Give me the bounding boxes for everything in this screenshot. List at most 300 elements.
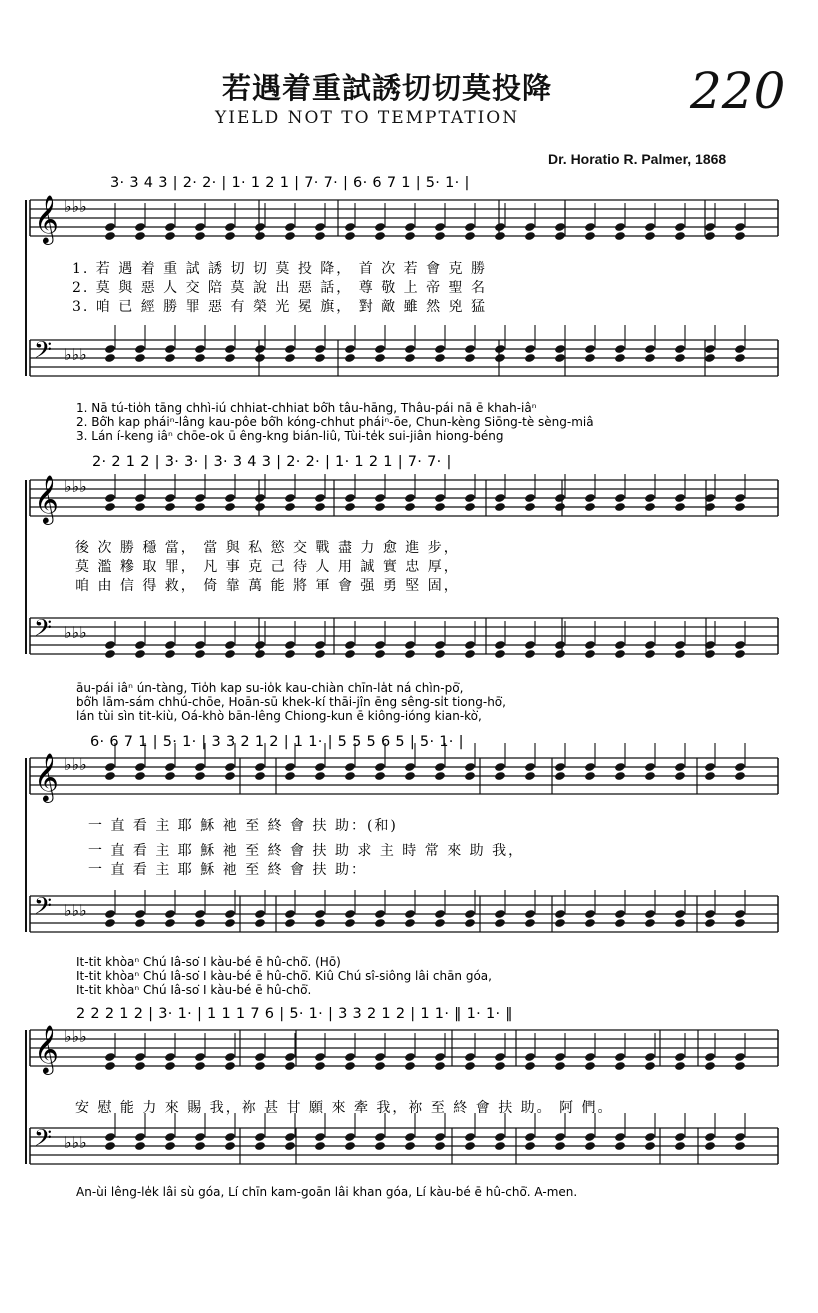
note-head xyxy=(194,771,206,781)
note-head xyxy=(644,649,656,659)
note-head xyxy=(494,493,506,503)
note-head xyxy=(674,918,686,928)
note-head xyxy=(734,231,746,241)
note-head xyxy=(104,909,116,919)
note-head xyxy=(524,1061,536,1071)
note-head xyxy=(224,1132,236,1142)
note-head xyxy=(674,649,686,659)
lyrics-cn-s2-v3: 咱 由 信 得 救， 倚 靠 萬 能 將 軍 會 强 勇 堅 固， xyxy=(75,578,460,594)
note-head xyxy=(464,918,476,928)
lyrics-cn-s2-v2: 莫 濫 糝 取 罪， 凡 事 克 己 待 人 用 誠 實 忠 厚， xyxy=(75,559,460,575)
note-head xyxy=(494,771,506,781)
note-head xyxy=(614,649,626,659)
note-head xyxy=(584,1132,596,1142)
note-head xyxy=(344,640,356,650)
note-head xyxy=(284,1052,296,1062)
note-head xyxy=(104,918,116,928)
note-head xyxy=(224,1052,236,1062)
note-head xyxy=(554,353,566,363)
note-head xyxy=(314,909,326,919)
note-head xyxy=(434,353,446,363)
note-head xyxy=(374,771,386,781)
note-head xyxy=(494,1141,506,1151)
note-head xyxy=(644,493,656,503)
note-head xyxy=(134,771,146,781)
note-head xyxy=(194,222,206,232)
note-head xyxy=(734,353,746,363)
note-head xyxy=(134,493,146,503)
note-head xyxy=(644,344,656,354)
note-head xyxy=(134,1061,146,1071)
note-head xyxy=(554,493,566,503)
note-head xyxy=(614,502,626,512)
note-head xyxy=(224,493,236,503)
note-head xyxy=(524,1052,536,1062)
note-head xyxy=(104,344,116,354)
note-head xyxy=(254,1061,266,1071)
note-head xyxy=(644,222,656,232)
note-head xyxy=(284,493,296,503)
note-head xyxy=(614,1052,626,1062)
note-head xyxy=(284,762,296,772)
note-head xyxy=(674,502,686,512)
note-head xyxy=(314,1061,326,1071)
note-head xyxy=(344,649,356,659)
note-head xyxy=(254,649,266,659)
note-head xyxy=(344,771,356,781)
note-head xyxy=(194,502,206,512)
note-head xyxy=(404,353,416,363)
note-head xyxy=(644,771,656,781)
note-head xyxy=(104,222,116,232)
note-head xyxy=(194,1132,206,1142)
note-head xyxy=(434,909,446,919)
lyrics-rom-s2-v2: bô͘h lām-sám chhú-chōe, Hoān-sū khek-kí thāi-jîn ēng sêng-si̍t tiong-hō͘, xyxy=(76,695,506,709)
lyrics-cn-s3-v1: 一 直 看 主 耶 穌 祂 至 終 會 扶 助：(和) xyxy=(88,818,398,834)
note-head xyxy=(734,493,746,503)
note-head xyxy=(734,344,746,354)
note-head xyxy=(614,344,626,354)
note-head xyxy=(434,762,446,772)
note-head xyxy=(314,493,326,503)
note-head xyxy=(614,1132,626,1142)
note-head xyxy=(404,909,416,919)
note-head xyxy=(314,502,326,512)
key-signature-flats: ♭♭♭ xyxy=(64,1027,87,1046)
note-head xyxy=(554,1141,566,1151)
note-head xyxy=(554,1061,566,1071)
note-head xyxy=(644,640,656,650)
note-head xyxy=(434,493,446,503)
note-head xyxy=(734,771,746,781)
key-signature-flats: ♭♭♭ xyxy=(64,345,87,364)
note-head xyxy=(134,1132,146,1142)
note-head xyxy=(464,640,476,650)
note-head xyxy=(584,502,596,512)
note-head xyxy=(584,909,596,919)
note-head xyxy=(344,1061,356,1071)
note-head xyxy=(374,222,386,232)
note-head xyxy=(734,1141,746,1151)
note-head xyxy=(374,1061,386,1071)
lyrics-cn-s4-v1: 安 慰 能 力 來 賜 我，祢 甚 甘 願 來 牽 我，祢 至 終 會 扶 助。 阿 們。 xyxy=(75,1100,614,1116)
note-head xyxy=(284,222,296,232)
note-head xyxy=(224,1061,236,1071)
note-head xyxy=(194,918,206,928)
note-head xyxy=(734,762,746,772)
note-head xyxy=(524,640,536,650)
note-head xyxy=(254,918,266,928)
note-head xyxy=(134,640,146,650)
note-head xyxy=(614,909,626,919)
note-head xyxy=(494,762,506,772)
note-head xyxy=(524,222,536,232)
note-head xyxy=(674,353,686,363)
note-head xyxy=(104,649,116,659)
note-head xyxy=(464,1061,476,1071)
note-head xyxy=(614,1141,626,1151)
note-head xyxy=(554,502,566,512)
note-head xyxy=(104,1052,116,1062)
note-head xyxy=(194,649,206,659)
note-head xyxy=(344,918,356,928)
lyrics-cn-s1-v3: 3. 咱 已 經 勝 罪 惡 有 榮 光 冕 旗， 對 敵 雖 然 兇 猛 xyxy=(72,299,488,315)
note-head xyxy=(704,1141,716,1151)
note-head xyxy=(404,771,416,781)
lyrics-cn-s3-v3: 一 直 看 主 耶 穌 祂 至 終 會 扶 助： xyxy=(88,862,367,878)
note-head xyxy=(674,1141,686,1151)
note-head xyxy=(674,493,686,503)
note-head xyxy=(164,909,176,919)
note-head xyxy=(224,649,236,659)
bass-clef-icon: 𝄢 xyxy=(34,1124,53,1157)
note-head xyxy=(104,493,116,503)
note-head xyxy=(524,353,536,363)
note-head xyxy=(464,1132,476,1142)
note-head xyxy=(704,1132,716,1142)
note-head xyxy=(224,909,236,919)
note-head xyxy=(134,231,146,241)
note-head xyxy=(314,353,326,363)
note-head xyxy=(554,344,566,354)
note-head xyxy=(404,1141,416,1151)
note-head xyxy=(584,353,596,363)
note-head xyxy=(104,353,116,363)
note-head xyxy=(254,771,266,781)
note-head xyxy=(314,231,326,241)
note-head xyxy=(194,640,206,650)
note-head xyxy=(704,1061,716,1071)
note-head xyxy=(464,762,476,772)
note-head xyxy=(464,353,476,363)
lyrics-cn-s3-v2: 一 直 看 主 耶 穌 祂 至 終 會 扶 助 求 主 時 常 來 助 我， xyxy=(88,843,525,859)
note-head xyxy=(254,1052,266,1062)
note-head xyxy=(194,344,206,354)
note-head xyxy=(194,1061,206,1071)
note-head xyxy=(464,344,476,354)
note-head xyxy=(314,640,326,650)
note-head xyxy=(314,762,326,772)
note-head xyxy=(584,1141,596,1151)
note-head xyxy=(254,231,266,241)
note-head xyxy=(404,640,416,650)
note-head xyxy=(644,353,656,363)
note-head xyxy=(374,918,386,928)
note-head xyxy=(374,502,386,512)
note-head xyxy=(404,231,416,241)
note-head xyxy=(254,222,266,232)
note-head xyxy=(584,1061,596,1071)
note-head xyxy=(344,1132,356,1142)
note-head xyxy=(554,649,566,659)
note-head xyxy=(344,762,356,772)
note-head xyxy=(194,493,206,503)
note-head xyxy=(284,353,296,363)
note-head xyxy=(584,493,596,503)
note-head xyxy=(674,222,686,232)
note-head xyxy=(674,1132,686,1142)
note-head xyxy=(224,771,236,781)
note-head xyxy=(374,493,386,503)
note-head xyxy=(254,353,266,363)
note-head xyxy=(404,222,416,232)
note-head xyxy=(164,1132,176,1142)
note-head xyxy=(524,493,536,503)
note-head xyxy=(254,909,266,919)
note-head xyxy=(584,771,596,781)
note-head xyxy=(674,909,686,919)
title-chinese: 若遇着重試誘切切莫投降 xyxy=(222,71,553,105)
note-head xyxy=(644,1052,656,1062)
note-head xyxy=(224,344,236,354)
note-head xyxy=(464,493,476,503)
note-head xyxy=(524,344,536,354)
note-head xyxy=(584,640,596,650)
note-head xyxy=(314,1132,326,1142)
title-english: YIELD NOT TO TEMPTATION xyxy=(215,108,520,128)
note-head xyxy=(314,1141,326,1151)
note-head xyxy=(494,353,506,363)
key-signature-flats: ♭♭♭ xyxy=(64,1133,87,1152)
note-head xyxy=(284,1132,296,1142)
note-head xyxy=(614,493,626,503)
note-head xyxy=(284,640,296,650)
lyrics-cn-s1-v2: 2. 莫 與 惡 人 交 陪 莫 說 出 惡 話， 尊 敬 上 帝 聖 名 xyxy=(72,280,488,296)
note-head xyxy=(224,231,236,241)
note-head xyxy=(524,1132,536,1142)
note-head xyxy=(524,918,536,928)
note-head xyxy=(494,1132,506,1142)
note-head xyxy=(164,222,176,232)
note-head xyxy=(644,1061,656,1071)
key-signature-flats: ♭♭♭ xyxy=(64,197,87,216)
note-head xyxy=(644,762,656,772)
note-head xyxy=(284,1061,296,1071)
note-head xyxy=(404,762,416,772)
note-head xyxy=(464,771,476,781)
note-head xyxy=(704,762,716,772)
note-head xyxy=(734,222,746,232)
note-head xyxy=(614,222,626,232)
note-head xyxy=(284,909,296,919)
note-head xyxy=(164,640,176,650)
lyrics-rom-s1-v1: 1. Nā tú-tio̍h tāng chhì-iú chhiat-chhiat bô͘h tâu-hāng, Thâu-pái nā ē khah-iâⁿ xyxy=(76,401,537,415)
note-head xyxy=(134,918,146,928)
note-head xyxy=(104,231,116,241)
note-head xyxy=(494,231,506,241)
note-head xyxy=(284,649,296,659)
hymn-number: 220 xyxy=(690,62,786,120)
note-head xyxy=(524,762,536,772)
note-head xyxy=(164,231,176,241)
note-head xyxy=(194,231,206,241)
note-head xyxy=(104,640,116,650)
note-head xyxy=(554,1052,566,1062)
note-head xyxy=(584,762,596,772)
note-head xyxy=(374,762,386,772)
note-head xyxy=(344,1141,356,1151)
note-head xyxy=(734,909,746,919)
note-head xyxy=(434,344,446,354)
note-head xyxy=(674,1052,686,1062)
lyrics-rom-s3-v1: It-tit khòaⁿ Chú Iâ-so͘ I kàu-bé ē hû-chō͘. (Hō) xyxy=(76,955,341,969)
note-head xyxy=(494,909,506,919)
note-head xyxy=(734,640,746,650)
note-head xyxy=(374,1141,386,1151)
note-head xyxy=(434,1052,446,1062)
lyrics-rom-s4-v1: An-ùi lêng-le̍k lâi sù góa, Lí chīn kam-goān lâi khan góa, Lí kàu-bé ē hû-chō͘. A-men. xyxy=(76,1185,578,1199)
note-head xyxy=(104,1061,116,1071)
note-head xyxy=(164,493,176,503)
note-head xyxy=(224,1141,236,1151)
note-head xyxy=(134,649,146,659)
note-head xyxy=(614,918,626,928)
note-head xyxy=(164,918,176,928)
note-head xyxy=(434,1141,446,1151)
note-head xyxy=(464,502,476,512)
note-head xyxy=(314,918,326,928)
note-head xyxy=(434,222,446,232)
note-head xyxy=(254,640,266,650)
lyrics-rom-s2-v1: āu-pái iâⁿ ún-tàng, Tio̍h kap su-io̍k kau-chiàn chīn-la̍t ná chìn-pō͘, xyxy=(76,681,464,695)
note-head xyxy=(374,909,386,919)
note-head xyxy=(134,762,146,772)
lyrics-rom-s1-v2: 2. Bô͘h kap pháiⁿ-lâng kau-pôe bô͘h kóng-chhut pháiⁿ-ōe, Chun-kèng Siōng-tè sèng-miâ xyxy=(76,415,594,429)
note-head xyxy=(524,771,536,781)
note-head xyxy=(314,771,326,781)
note-head xyxy=(734,1132,746,1142)
note-head xyxy=(404,649,416,659)
note-head xyxy=(644,918,656,928)
bass-clef-icon: 𝄢 xyxy=(34,614,53,647)
note-head xyxy=(494,649,506,659)
note-head xyxy=(404,502,416,512)
key-signature-flats: ♭♭♭ xyxy=(64,755,87,774)
note-head xyxy=(464,1141,476,1151)
jianpu-line-3: 6· 6 7 1 | 5· 1· | 3 3 2 1 2 | 1 1· | 5 5 5 6 5 | 5· 1· | xyxy=(90,734,464,750)
note-head xyxy=(524,649,536,659)
note-head xyxy=(434,502,446,512)
note-head xyxy=(344,344,356,354)
jianpu-line-1: 3· 3 4 3 | 2· 2· | 1· 1 2 1 | 7· 7· | 6· 6 7 1 | 5· 1· | xyxy=(110,175,470,191)
note-head xyxy=(134,1141,146,1151)
note-head xyxy=(194,1052,206,1062)
note-head xyxy=(344,1052,356,1062)
note-head xyxy=(104,502,116,512)
note-head xyxy=(164,762,176,772)
note-head xyxy=(644,502,656,512)
note-head xyxy=(674,231,686,241)
note-head xyxy=(194,353,206,363)
jianpu-line-2: 2· 2 1 2 | 3· 3· | 3· 3 4 3 | 2· 2· | 1· 1 2 1 | 7· 7· | xyxy=(92,454,452,470)
note-head xyxy=(644,231,656,241)
note-head xyxy=(164,502,176,512)
note-head xyxy=(164,1052,176,1062)
note-head xyxy=(344,353,356,363)
note-head xyxy=(554,1132,566,1142)
note-head xyxy=(374,231,386,241)
note-head xyxy=(344,909,356,919)
note-head xyxy=(584,344,596,354)
note-head xyxy=(284,771,296,781)
note-head xyxy=(614,762,626,772)
note-head xyxy=(164,1061,176,1071)
note-head xyxy=(314,344,326,354)
note-head xyxy=(614,640,626,650)
note-head xyxy=(194,1141,206,1151)
note-head xyxy=(344,493,356,503)
note-head xyxy=(104,1141,116,1151)
note-head xyxy=(134,344,146,354)
note-head xyxy=(434,771,446,781)
note-head xyxy=(614,771,626,781)
note-head xyxy=(734,918,746,928)
note-head xyxy=(524,1141,536,1151)
lyrics-rom-s3-v2: It-tit khòaⁿ Chú Iâ-so͘ I kàu-bé ē hû-chō͘. Kiû Chú sî-siông lâi chān góa, xyxy=(76,969,492,983)
note-head xyxy=(464,231,476,241)
lyrics-rom-s3-v3: It-tit khòaⁿ Chú Iâ-so͘ I kàu-bé ē hû-chō͘. xyxy=(76,983,312,997)
note-head xyxy=(224,640,236,650)
note-head xyxy=(404,1061,416,1071)
note-head xyxy=(314,649,326,659)
note-head xyxy=(344,222,356,232)
note-head xyxy=(104,762,116,772)
note-head xyxy=(254,502,266,512)
note-head xyxy=(134,222,146,232)
jianpu-line-4: 2 2 2 1 2 | 3· 1· | 1 1 1 7 6 | 5· 1· | 3 3 2 1 2 | 1 1· ‖ 1· 1· ‖ xyxy=(76,1006,513,1022)
note-head xyxy=(464,649,476,659)
note-head xyxy=(284,344,296,354)
note-head xyxy=(554,918,566,928)
note-head xyxy=(194,762,206,772)
treble-clef-icon: 𝄞 xyxy=(34,1024,59,1073)
note-head xyxy=(554,762,566,772)
note-head xyxy=(284,918,296,928)
note-head xyxy=(434,1132,446,1142)
note-head xyxy=(674,771,686,781)
note-head xyxy=(164,649,176,659)
note-head xyxy=(674,344,686,354)
note-head xyxy=(554,909,566,919)
note-head xyxy=(584,222,596,232)
note-head xyxy=(524,502,536,512)
bass-clef-icon: 𝄢 xyxy=(34,336,53,369)
note-head xyxy=(134,909,146,919)
note-head xyxy=(314,222,326,232)
note-head xyxy=(254,344,266,354)
note-head xyxy=(314,1052,326,1062)
lyrics-cn-s2-v1: 後 次 勝 穩 當， 當 與 私 慾 交 戰 盡 力 愈 進 步， xyxy=(75,540,460,556)
